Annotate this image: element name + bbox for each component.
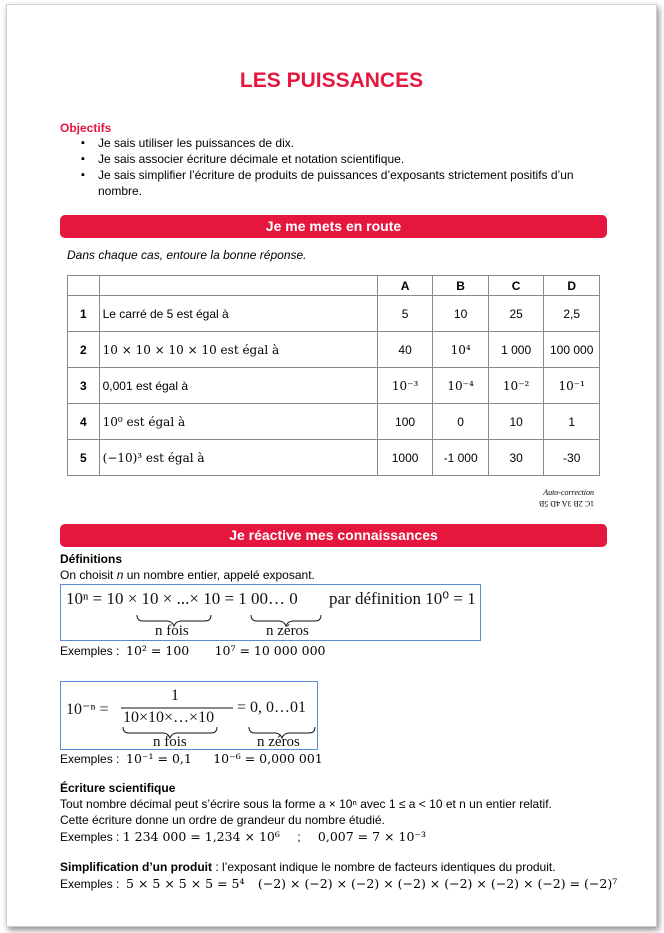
section-banner-route: Je me mets en route	[60, 215, 607, 238]
scientific-line-1: Tout nombre décimal peut s’écrire sous la forme a × 10ⁿ avec 1 ≤ a < 10 et n un entier relatif.	[60, 797, 552, 811]
example-2: 0,007 = 7 × 10⁻³	[317, 829, 426, 844]
formula1-n-zeros: n zéros	[266, 623, 309, 639]
table-row	[68, 296, 600, 332]
choice-cell[interactable]: 1000	[377, 440, 433, 476]
header-cell-d: D	[544, 276, 600, 296]
choice-cell[interactable]: 0	[433, 404, 489, 440]
examples-label: Exemples :	[60, 830, 120, 844]
intro-text: un nombre entier, appelé exposant.	[123, 568, 315, 582]
formula2-n-zeros: n zéros	[257, 734, 300, 750]
table-row	[68, 368, 600, 404]
row-question: (−10)³ est égal à	[99, 440, 377, 476]
formula1-definition: par définition 10⁰ = 1	[329, 589, 476, 608]
header-cell-a: A	[377, 276, 433, 296]
choice-cell[interactable]: 10⁻³	[377, 368, 433, 404]
example-2: 10⁻⁶ = 0,000 001	[213, 751, 323, 766]
examples-positive	[60, 643, 326, 658]
choice-cell[interactable]: -30	[544, 440, 600, 476]
header-cell-c: C	[488, 276, 544, 296]
formula2-lhs: 10⁻ⁿ =	[66, 701, 109, 718]
row-question: 10 × 10 × 10 × 10 est égal à	[99, 332, 377, 368]
choice-cell[interactable]: 100	[377, 404, 433, 440]
row-number: 5	[68, 440, 100, 476]
examples-label: Exemples :	[60, 877, 120, 891]
choice-cell[interactable]: 25	[488, 296, 544, 332]
examples-negative	[60, 751, 323, 766]
formula2-n-fois: n fois	[153, 734, 187, 750]
examples-label: Exemples :	[60, 752, 120, 766]
choice-cell[interactable]: 10	[488, 404, 544, 440]
choice-cell[interactable]: 30	[488, 440, 544, 476]
intro-text: On choisit	[60, 568, 117, 582]
choice-cell[interactable]: 10⁻²	[488, 368, 544, 404]
intro-variable: n	[116, 568, 124, 582]
definitions-intro	[60, 568, 315, 582]
definitions-heading: Définitions	[60, 552, 122, 566]
formula-positive-exponent	[60, 584, 481, 641]
choice-cell[interactable]: 1	[544, 404, 600, 440]
row-number: 3	[68, 368, 100, 404]
instruction: Dans chaque cas, entoure la bonne réponse.	[67, 248, 307, 262]
row-question: 10⁰ est égal à	[99, 404, 377, 440]
examples-label: Exemples :	[60, 644, 120, 658]
choice-cell[interactable]: 100 000	[544, 332, 600, 368]
example-1: 1 234 000 = 1,234 × 10⁶	[122, 829, 280, 844]
table-row	[68, 332, 600, 368]
formula1-n-fois: n fois	[155, 623, 189, 639]
example-1: 5 × 5 × 5 × 5 = 5⁴	[126, 876, 245, 891]
choice-cell[interactable]: -1 000	[433, 440, 489, 476]
choice-cell[interactable]: 10⁻⁴	[433, 368, 489, 404]
table-row	[68, 440, 600, 476]
header-cell-b: B	[433, 276, 489, 296]
product-examples	[60, 876, 617, 891]
objectives-list	[81, 135, 601, 199]
header-cell-empty	[68, 276, 100, 296]
row-question: Le carré de 5 est égal à	[99, 296, 377, 332]
table-header-row	[68, 276, 600, 296]
worksheet-page	[6, 4, 657, 927]
example-1: 10² = 100	[126, 643, 190, 658]
choice-cell[interactable]: 1 000	[488, 332, 544, 368]
objectives-heading: Objectifs	[60, 121, 112, 135]
example-2: (−2) × (−2) × (−2) × (−2) × (−2) × (−2) × (−2) = (−2)⁷	[257, 876, 618, 891]
objective-item: ▪ Je sais utiliser les puissances de dix.	[81, 135, 601, 151]
auto-correction-answers: 1C 2B 3A 4D 5B	[538, 499, 594, 508]
choice-cell[interactable]: 40	[377, 332, 433, 368]
row-number: 4	[68, 404, 100, 440]
header-cell-empty	[99, 276, 377, 296]
product-heading: Simplification d’un produit	[60, 860, 212, 874]
objective-item: ▪ Je sais associer écriture décimale et notation scientifique.	[81, 151, 601, 167]
example-2: 10⁷ = 10 000 000	[214, 643, 326, 658]
formula2-numerator: 1	[171, 687, 179, 704]
row-number: 1	[68, 296, 100, 332]
row-question: 0,001 est égal à	[99, 368, 377, 404]
page-title: LES PUISSANCES	[239, 69, 424, 92]
formula-negative-exponent	[60, 681, 318, 750]
choice-cell[interactable]: 2,5	[544, 296, 600, 332]
product-text: : l’exposant indique le nombre de facteurs identiques du produit.	[212, 860, 556, 874]
separator: ;	[297, 830, 301, 844]
formula2-rhs: = 0, 0…01	[237, 699, 307, 716]
row-number: 2	[68, 332, 100, 368]
choice-cell[interactable]: 10⁴	[433, 332, 489, 368]
formula2-denominator: 10×10×…×10	[123, 709, 215, 726]
scientific-heading: Écriture scientifique	[60, 781, 176, 795]
choice-cell[interactable]: 5	[377, 296, 433, 332]
scientific-examples	[60, 829, 426, 844]
quiz-table	[67, 275, 600, 476]
scientific-line-2: Cette écriture donne un ordre de grandeur du nombre étudié.	[60, 813, 385, 827]
auto-correction-label: Auto-correction	[543, 488, 594, 497]
section-banner-connaissances: Je réactive mes connaissances	[60, 524, 607, 547]
formula1-lhs: 10ⁿ = 10 × 10 × ...× 10 = 1 00… 0	[66, 589, 298, 608]
table-row	[68, 404, 600, 440]
product-line	[60, 860, 556, 874]
example-1: 10⁻¹ = 0,1	[126, 751, 192, 766]
choice-cell[interactable]: 10	[433, 296, 489, 332]
choice-cell[interactable]: 10⁻¹	[544, 368, 600, 404]
objective-item: ▪ Je sais simplifier l’écriture de produits de puissances d’exposants strictement positifs d’un nombre.	[81, 167, 601, 199]
auto-correction	[539, 487, 594, 509]
